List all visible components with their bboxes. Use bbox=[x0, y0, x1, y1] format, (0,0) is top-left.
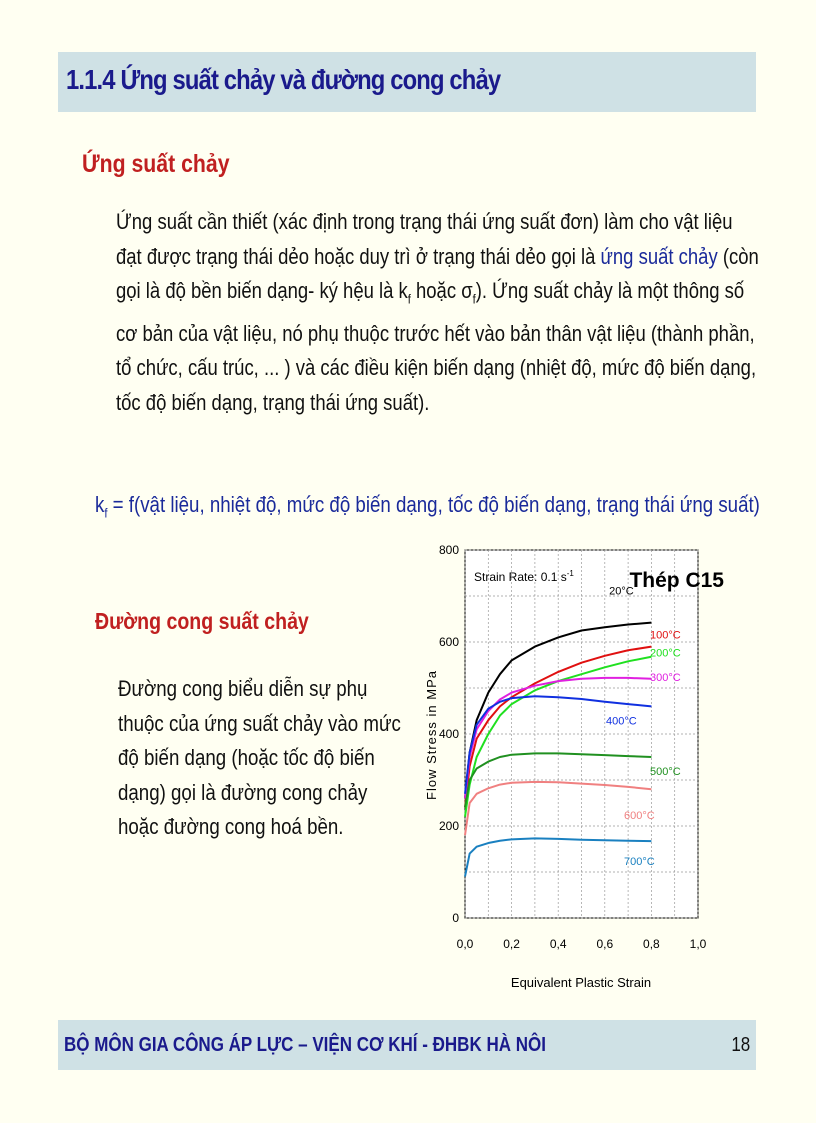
y-tick-label: 200 bbox=[438, 819, 459, 833]
x-axis-label: Equivalent Plastic Strain bbox=[510, 975, 652, 990]
x-tick-label: 0,8 bbox=[643, 937, 660, 951]
series-label: 500°C bbox=[650, 766, 681, 778]
footer-text: BỘ MÔN GIA CÔNG ÁP LỰC – VIỆN CƠ KHÍ - ĐHBK HÀ NÔI bbox=[64, 1034, 546, 1056]
x-tick-label: 0,2 bbox=[503, 937, 520, 951]
curve-line-2: thuộc của ứng suất chảy vào mức bbox=[118, 710, 401, 736]
para-text: (còn bbox=[717, 243, 759, 269]
curve-line-4: dạng) gọi là đường cong chảy bbox=[118, 779, 368, 805]
title-bar bbox=[58, 52, 756, 112]
para-text: đạt được trạng thái dẻo hoặc duy trì ở trạng thái dẻo gọi là bbox=[116, 243, 601, 269]
series-label: 20°C bbox=[609, 585, 634, 598]
para-text: ). Ứng suất chảy là một thông số bbox=[475, 278, 745, 303]
curve-line-3: độ biến dạng (hoặc tốc độ biến bbox=[118, 745, 375, 770]
section1-heading: Ứng suất chảy bbox=[82, 150, 230, 178]
para-text: hoặc σ bbox=[410, 278, 473, 303]
para-line-5: tổ chức, cấu trúc, ... ) và các điều kiện biến dạng (nhiệt độ, mức độ biến dạng, bbox=[116, 355, 757, 381]
para-line-6: tốc độ biến dạng, trạng thái ứng suất). bbox=[116, 389, 430, 415]
para-text: gọi là độ bền biến dạng- ký hệu là k bbox=[116, 278, 408, 303]
x-tick-label: 0,4 bbox=[549, 937, 567, 951]
curve-line-1: Đường cong biểu diễn sự phụ bbox=[118, 676, 368, 701]
para-line-3 bbox=[116, 274, 745, 317]
subscript: f bbox=[472, 291, 476, 307]
y-ticks bbox=[439, 543, 459, 925]
slide-title: 1.1.4 Ứng suất chảy và đường cong chảy bbox=[66, 64, 501, 95]
term-highlight: ứng suất chảy bbox=[600, 243, 718, 269]
footer-bar bbox=[58, 1020, 756, 1070]
subscript: f bbox=[407, 291, 411, 307]
curve-line-5: hoặc đường cong hoá bền. bbox=[118, 814, 344, 839]
x-tick-label: 0,6 bbox=[596, 937, 614, 951]
formula-sub: f bbox=[104, 505, 108, 521]
formula-k: k bbox=[95, 492, 105, 517]
para-line-1: Ứng suất cần thiết (xác định trong trạng thái ứng suất đơn) làm cho vật liệu bbox=[116, 209, 733, 234]
formula bbox=[95, 492, 760, 520]
series-label: 700°C bbox=[624, 856, 655, 869]
series-label: 300°C bbox=[650, 671, 681, 684]
para-line-2 bbox=[116, 240, 759, 275]
page-number: 18 bbox=[731, 1034, 750, 1056]
series-label: 100°C bbox=[650, 629, 681, 642]
strain-rate-annotation: Strain Rate: 0.1 $s^{-1}$ bbox=[474, 569, 574, 584]
section2-heading: Đường cong suất chảy bbox=[95, 608, 309, 634]
section1-paragraph bbox=[116, 205, 759, 420]
para-line-4: cơ bản của vật liệu, nó phụ thuộc trước hết vào bản thân vật liệu (thành phần, bbox=[116, 320, 755, 346]
chart-title: Thép C15 bbox=[629, 569, 724, 592]
formula-body: = f(vật liệu, nhiệt độ, mức độ biến dạng, tốc độ biến dạng, trạng thái ứng suất) bbox=[107, 492, 760, 517]
series-label: 400°C bbox=[606, 715, 637, 728]
y-tick-label: 600 bbox=[438, 635, 459, 649]
x-tick-label: 1,0 bbox=[689, 937, 707, 951]
x-tick-label: 0,0 bbox=[456, 937, 474, 951]
y-tick-label: 0 bbox=[452, 911, 459, 925]
section2-paragraph bbox=[118, 672, 401, 845]
y-axis-label: Flow Stress in MPa bbox=[424, 670, 439, 800]
x-ticks bbox=[457, 937, 707, 951]
series-label: 200°C bbox=[650, 647, 681, 660]
y-tick-label: 400 bbox=[438, 727, 459, 741]
series-label: 600°C bbox=[624, 810, 655, 823]
flow-curve-chart bbox=[410, 535, 740, 1000]
y-tick-label: 800 bbox=[438, 543, 459, 557]
